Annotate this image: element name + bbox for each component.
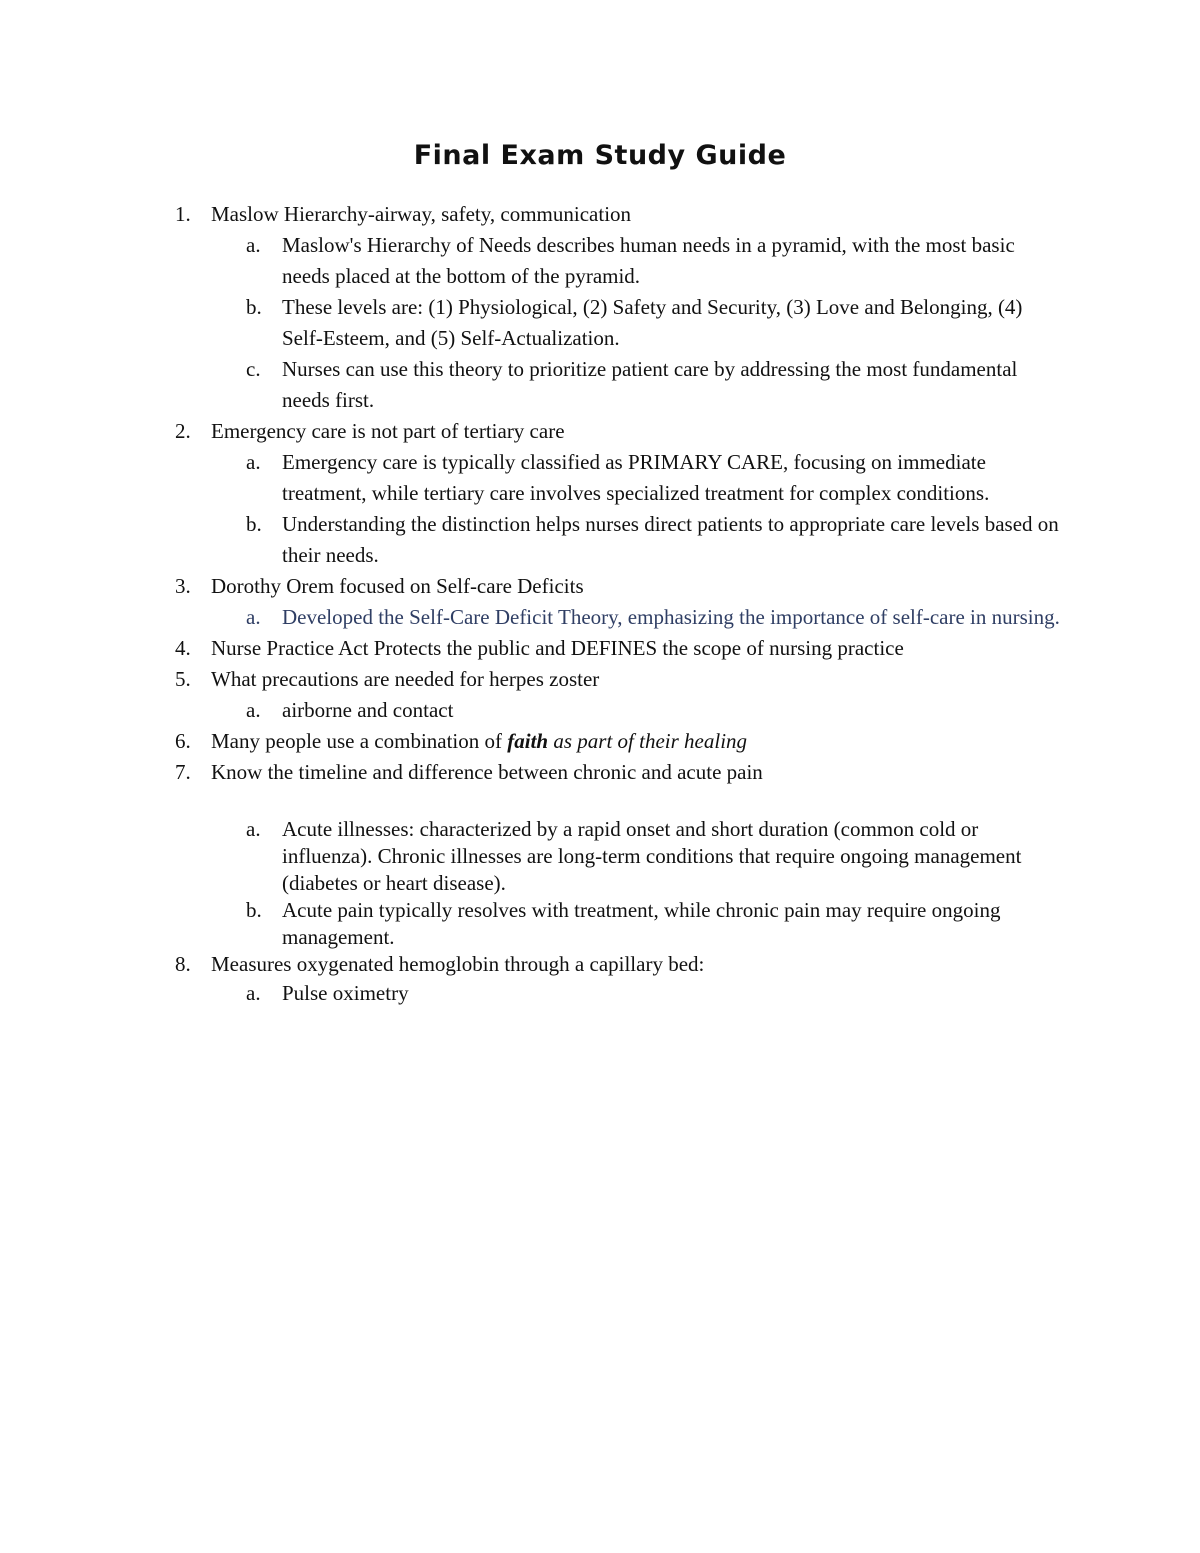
- list-item: [0, 633, 1071, 664]
- sub-list-item-text: Acute illnesses: characterized by a rapid onset and short duration (common cold or influenza). Chronic illnesses are long-term conditions that require ongoing management (diabetes or heart disease).: [282, 817, 1022, 895]
- list-item: [0, 416, 1071, 447]
- sub-list-letter: a.: [246, 233, 261, 257]
- sub-list-letter: a.: [246, 698, 261, 722]
- sub-list-item-text: Acute pain typically resolves with treatment, while chronic pain may require ongoing management.: [282, 898, 1001, 949]
- sub-list-item: [0, 816, 1062, 897]
- list-item-text-before: Many people use a combination of: [211, 729, 508, 753]
- list-number: 6.: [175, 729, 191, 753]
- list-item-text: Nurse Practice Act Protects the public and DEFINES the scope of nursing practice: [211, 636, 904, 660]
- sub-list-item: [0, 447, 1062, 509]
- list-item-text: Emergency care is not part of tertiary care: [211, 419, 565, 443]
- list-item: [0, 757, 1071, 788]
- blank-line: [0, 788, 1200, 816]
- sub-list-item: [0, 230, 1062, 292]
- sub-list-item: [0, 695, 1062, 726]
- list-item-text: Measures oxygenated hemoglobin through a capillary bed:: [211, 952, 705, 976]
- list-item: [0, 571, 1071, 602]
- list-number: 2.: [175, 419, 191, 443]
- list-item: [0, 726, 1071, 757]
- sub-list-letter: a.: [246, 450, 261, 474]
- numbered-list: [0, 199, 1200, 1009]
- sub-list-item-text: Understanding the distinction helps nurses direct patients to appropriate care levels based on their needs.: [282, 512, 1059, 567]
- sub-list-item: [0, 354, 1062, 416]
- sub-list-item-text: airborne and contact: [282, 698, 454, 722]
- list-number: 7.: [175, 760, 191, 784]
- list-number: 8.: [175, 952, 191, 976]
- sub-list-letter: b.: [246, 295, 262, 319]
- sub-list-item: [0, 292, 1062, 354]
- sub-list-item: [0, 897, 1062, 951]
- sub-list-item: [0, 978, 1062, 1009]
- list-item-text-after: as part of their healing: [548, 729, 748, 753]
- sub-list-item-text: Nurses can use this theory to prioritize patient care by addressing the most fundamental needs first.: [282, 357, 1018, 412]
- list-item: [0, 664, 1071, 695]
- sub-list-item-text: Emergency care is typically classified as PRIMARY CARE, focusing on immediate treatment, while tertiary care involves specialized treatment for complex conditions.: [282, 450, 990, 505]
- list-item-text: Dorothy Orem focused on Self-care Deficits: [211, 574, 584, 598]
- list-item: [0, 199, 1071, 230]
- list-item-text: What precautions are needed for herpes zoster: [211, 667, 600, 691]
- sub-list-item: [0, 509, 1062, 571]
- list-number: 1.: [175, 202, 191, 226]
- sub-list-item: [0, 602, 1062, 633]
- list-item-text: Maslow Hierarchy-airway, safety, communication: [211, 202, 632, 226]
- emphasis-faith: faith: [507, 729, 549, 753]
- list-item-text: Know the timeline and difference between chronic and acute pain: [211, 760, 763, 784]
- list-number: 5.: [175, 667, 191, 691]
- sub-list-letter: b.: [246, 512, 262, 536]
- sub-list-letter: a.: [246, 981, 261, 1005]
- list-item: [0, 951, 1071, 978]
- sub-list-item-text: Pulse oximetry: [282, 981, 409, 1005]
- page-title: Final Exam Study Guide: [413, 140, 787, 171]
- sub-list-letter: a.: [246, 817, 261, 841]
- sub-list-item-text: Maslow's Hierarchy of Needs describes human needs in a pyramid, with the most basic needs placed at the bottom of the pyramid.: [282, 233, 1015, 288]
- sub-list-item-text: These levels are: (1) Physiological, (2) Safety and Security, (3) Love and Belonging, (4) Self-Esteem, and (5) Self-Actualization.: [282, 295, 1023, 350]
- sub-list-letter: c.: [246, 357, 261, 381]
- sub-list-letter: a.: [246, 605, 261, 629]
- list-number: 4.: [175, 636, 191, 660]
- list-number: 3.: [175, 574, 191, 598]
- sub-list-item-text: Developed the Self-Care Deficit Theory, emphasizing the importance of self-care in nursing.: [282, 605, 1060, 629]
- sub-list-letter: b.: [246, 898, 262, 922]
